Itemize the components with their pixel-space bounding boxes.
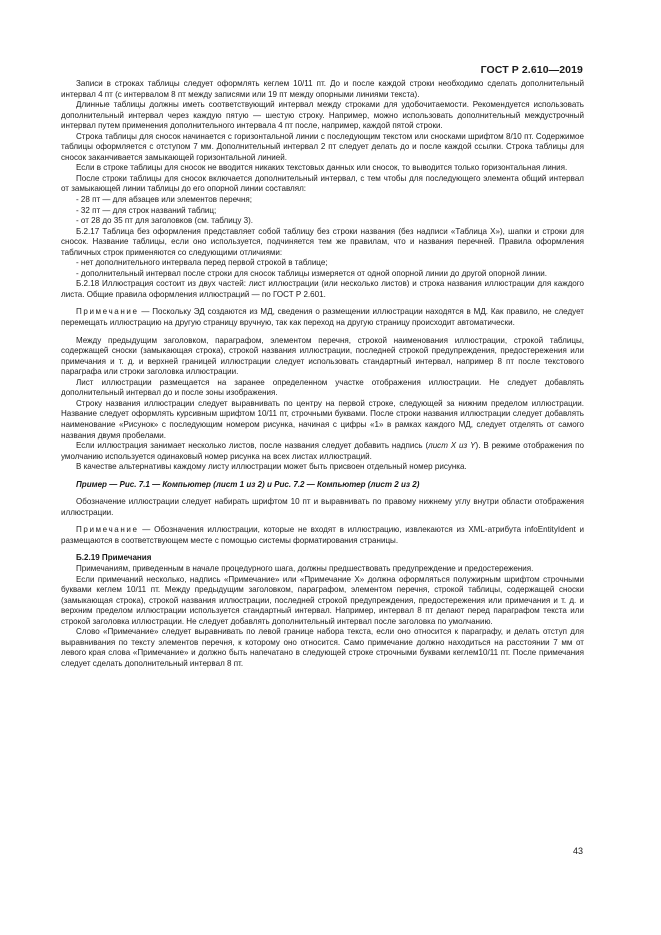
page-body xyxy=(61,79,584,669)
paragraph-b-2-17: Б.2.17 Таблица без оформления представляет собой таблицу без строки названия (без надписи «Таблица X»), шапки и строки для сносок. Название таблицы, если оно используется, подчиняется тем же правилам, что и названия перечней. Правила оформления табличных строк применяются со следующими отличиями: xyxy=(61,226,584,257)
page-number: 43 xyxy=(572,846,583,856)
note-text: — Поскольку ЭД создаются из МД, сведения о размещении иллюстрации находятся в МД. Как правило, не следует перемещать иллюстрацию на другую страницу вручную, так как переход на другую страницу происходит автоматически. xyxy=(61,307,584,328)
note-text: — Обозначения иллюстрации, которые не входят в иллюстрацию, извлекаются из XML-атрибута infoEntityIdent и размещаются в соответствующем месте с помощью системы форматирования страницы. xyxy=(61,525,584,545)
list-item: - нет дополнительного интервала перед первой строкой в таблице; xyxy=(76,258,328,268)
paragraph: Обозначение иллюстрации следует набирать шрифтом 10 пт и выравнивать по правому нижнему углу внутри области отображения иллюстрации. xyxy=(61,497,584,517)
note xyxy=(61,307,584,328)
section-heading: Б.2.19 Примечания xyxy=(76,553,152,563)
paragraph xyxy=(61,441,584,462)
paragraph: Длинные таблицы должны иметь соответствующий интервал между строками для удобочитаемости. Рекомендуется использовать дополнительный интервал через каждую пятую — шестую строку. Например, можно использовать дополнительный междустрочный интервал путем применения дополнительного интервала 4 пт после, например, каждой пятой строки. xyxy=(61,100,584,131)
list-item: - 28 пт — для абзацев или элементов перечня; xyxy=(76,195,253,205)
list-item: - 32 пт — для строк названий таблиц; xyxy=(76,205,217,215)
paragraph: Между предыдущим заголовком, параграфом, элементом перечня, строкой наименования иллюстрации, строкой таблицы, содержащей сноски (замыкающая строка), строкой названия иллюстрации, последней строкой предупреждения, предостережения или примечания и т. д. и верхней границей иллюстрации следует использовать стандартный интервал, например 8 пт после текстового параграфа или строки заголовка иллюстрации. xyxy=(61,335,584,377)
text-run: Если иллюстрация занимает несколько листов, после названия следует добавить надпись ( xyxy=(76,441,429,451)
note-label: Примечание xyxy=(76,307,139,317)
note xyxy=(61,525,584,546)
paragraph: Если в строке таблицы для сносок не вводится никаких текстовых данных или сносок, то выводится только горизонтальная линия. xyxy=(76,163,568,173)
paragraph: В качестве альтернативы каждому листу иллюстрации может быть присвоен отдельный номер рисунка. xyxy=(76,462,467,472)
note-label: Примечание xyxy=(76,525,139,535)
standard-designation: ГОСТ Р 2.610—2019 xyxy=(480,64,583,76)
text-run: ). В режиме отображения по умолчанию используется одинаковый номер рисунка на всех листах иллюстраций. xyxy=(61,441,585,461)
paragraph: Лист иллюстрации размещается на заранее определенном участке отображения иллюстрации. Не следует добавлять дополнительный интервал до и после зоны изображения. xyxy=(61,377,584,398)
paragraph: После строки таблицы для сносок включается дополнительный интервал, с тем чтобы для последующего элемента общий интервал от замыкающей линии таблицы до его опорной линии составлял: xyxy=(61,173,584,194)
list-item: - от 28 до 35 пт для заголовков (см. таблицу 3). xyxy=(76,216,254,226)
paragraph: Записи в строках таблицы следует оформлять кеглем 10/11 пт. До и после каждой строки необходимо сделать дополнительный интервал 4 пт (с интервалом 8 пт между записями или 19 пт между опорными линиями текста). xyxy=(61,79,584,99)
paragraph: Строку названия иллюстрации следует выравнивать по центру на первой строке, следующей за нижним пределом иллюстрации. Название следует оформлять курсивным шрифтом 10/11 пт, строчными буквами. После строки названия иллюстрации следует добавлять наименование «Рисунок» с последующим номером рисунка, начиная с цифры «1» в рамках каждого МД, следует отделять от самого названия двумя пробелами. xyxy=(61,398,584,440)
example: Пример — Рис. 7.1 — Компьютер (лист 1 из 2) и Рис. 7.2 — Компьютер (лист 2 из 2) xyxy=(76,479,420,489)
paragraph: Примечаниям, приведенным в начале процедурного шага, должны предшествовать предупреждение и предостережения. xyxy=(76,563,534,573)
paragraph: Слово «Примечание» следует выравнивать по левой границе набора текста, если оно относится к параграфу, и делать отступ для выравнивания по тексту элементов перечня, к которому оно относится. Само примечание должно находиться на расстоянии 7 мм от левого края слова «Примечание» и должно быть напечатано в следующей строке строчными буквами кеглем10/11 пт. После примечания следует сделать дополнительный интервал 8 пт. xyxy=(61,627,584,668)
paragraph: Строка таблицы для сносок начинается с горизонтальной линии с последующим текстом или сносками шрифтом 8/10 пт. Содержимое таблицы оформляется с отступом 7 мм. Дополнительный интервал 2 пт следует делать до и после каждой ссылки. Строка таблицы для сносок заканчивается замыкающей горизонтальной линией. xyxy=(61,131,584,162)
paragraph-b-2-18: Б.2.18 Иллюстрация состоит из двух частей: лист иллюстрации (или несколько листов) и строка названия иллюстрации для каждого листа. Общие правила оформления иллюстраций — по ГОСТ Р 2.601. xyxy=(61,279,584,299)
paragraph: Если примечаний несколько, надпись «Примечание» или «Примечание X» должна оформляться полужирным шрифтом строчными буквами кеглем 10/11 пт. Между предыдущим заголовком, параграфом, элементом перечня, строкой таблицы, содержащей сноски (замыкающая строка), строкой названия иллюстрации, последней строкой предупреждения, предостережения или примечания и т. д. и верхним пределом иллюстрации используется стандартный интервал. Например, интервал 8 пт делают перед параграфом текста или строкой заголовка иллюстрации. Не следует добавлять дополнительный интервал после заголовка по умолчанию. xyxy=(61,574,584,626)
list-item: - дополнительный интервал после строки для сносок таблицы измеряется от одной опорной линии до другой опорной линии. xyxy=(76,268,547,278)
italic-run: лист X из Y xyxy=(428,441,476,451)
